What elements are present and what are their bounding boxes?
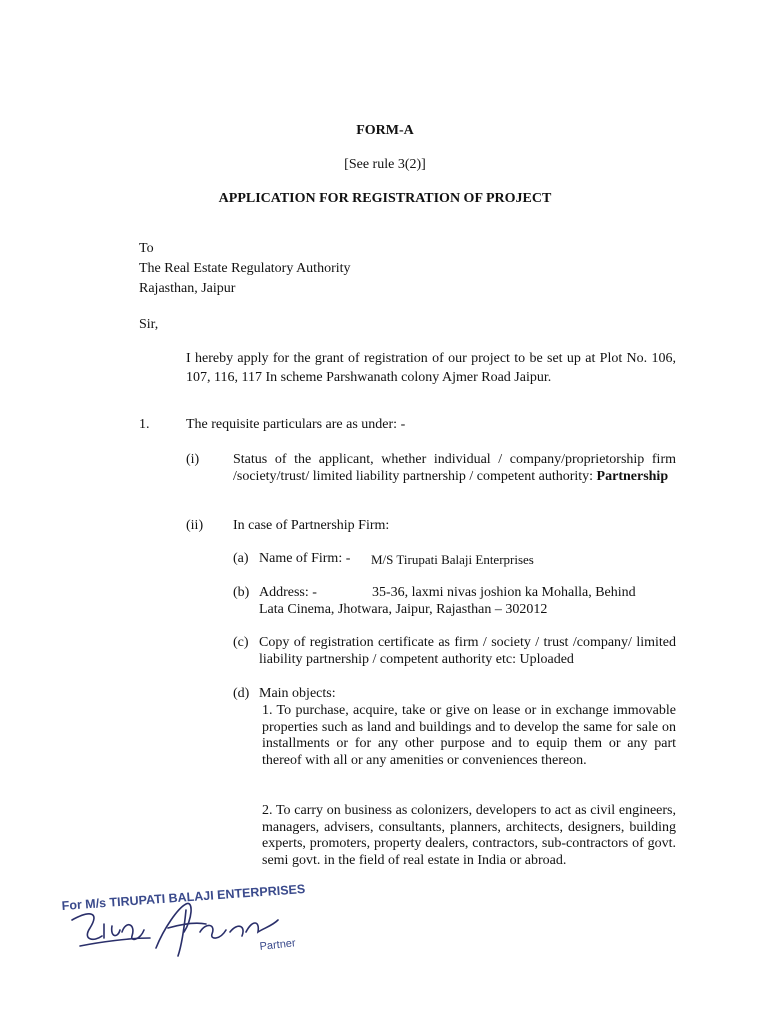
firm-name-value: M/S Tirupati Balaji Enterprises xyxy=(371,552,534,567)
stamp-partner-label: Partner xyxy=(259,937,297,953)
address-line-1: The Real Estate Regulatory Authority xyxy=(139,261,351,276)
section-1-number: 1. xyxy=(139,417,150,432)
sub-c-text: Copy of registration certificate as firm / society / trust /company/ limited liability partnership / competent authority etc: Uploaded xyxy=(259,635,676,667)
item-ii-text: In case of Partnership Firm: xyxy=(233,518,390,533)
document-title: APPLICATION FOR REGISTRATION OF PROJECT xyxy=(218,191,552,206)
address-line-2: Rajasthan, Jaipur xyxy=(139,281,236,296)
signature-icon xyxy=(72,903,278,956)
form-heading: FORM-A xyxy=(356,123,414,138)
item-i-number: (i) xyxy=(186,452,200,467)
intro-paragraph: I hereby apply for the grant of registration of our project to be set up at Plot No. 106, 107, 116, 117 In scheme Parshwanath colony Ajmer Road Jaipur. xyxy=(186,351,676,385)
item-i-question: Status of the applicant, whether individual / company/proprietorship firm /society/trust/ limited liability partnership / competent authority: xyxy=(233,452,676,484)
address-value-line-2: Lata Cinema, Jhotwara, Jaipur, Rajasthan – 302012 xyxy=(259,602,548,617)
main-object-1: 1. To purchase, acquire, take or give on lease or in exchange immovable properties such as land and buildings and to develop the same for sale on installments or for any other purpose and to equip them or any part thereof with all or any amenities or conveniences thereon. xyxy=(262,703,676,768)
rule-reference: [See rule 3(2)] xyxy=(344,157,426,172)
item-i-answer: Partnership xyxy=(596,469,669,484)
firm-stamp-signature xyxy=(60,880,310,960)
stamp-firm-name: For M/s TIRUPATI BALAJI ENTERPRISES xyxy=(61,882,306,913)
item-ii-number: (ii) xyxy=(186,518,204,533)
sub-d-text: Main objects: xyxy=(259,686,336,701)
section-1-text: The requisite particulars are as under: - xyxy=(186,417,406,432)
sub-c-label: (c) xyxy=(233,635,249,650)
sub-d-label: (d) xyxy=(233,686,250,701)
item-i-text xyxy=(233,451,676,485)
salutation: Sir, xyxy=(139,317,159,332)
address-value-line-1: 35-36, laxmi nivas joshion ka Mohalla, Behind xyxy=(372,585,636,600)
sub-a-label: (a) xyxy=(233,551,249,566)
sub-b-label: (b) xyxy=(233,585,250,600)
main-object-2: 2. To carry on business as colonizers, developers to act as civil engineers, managers, advisers, consultants, planners, architects, designers, building experts, promoters, property dealers, contractors, sub-contractors of govt. semi govt. in the field of real estate in India or abroad. xyxy=(262,803,676,868)
sub-a-text: Name of Firm: - xyxy=(259,551,351,566)
sub-b-text: Address: - xyxy=(259,585,317,600)
address-to: To xyxy=(139,241,154,256)
